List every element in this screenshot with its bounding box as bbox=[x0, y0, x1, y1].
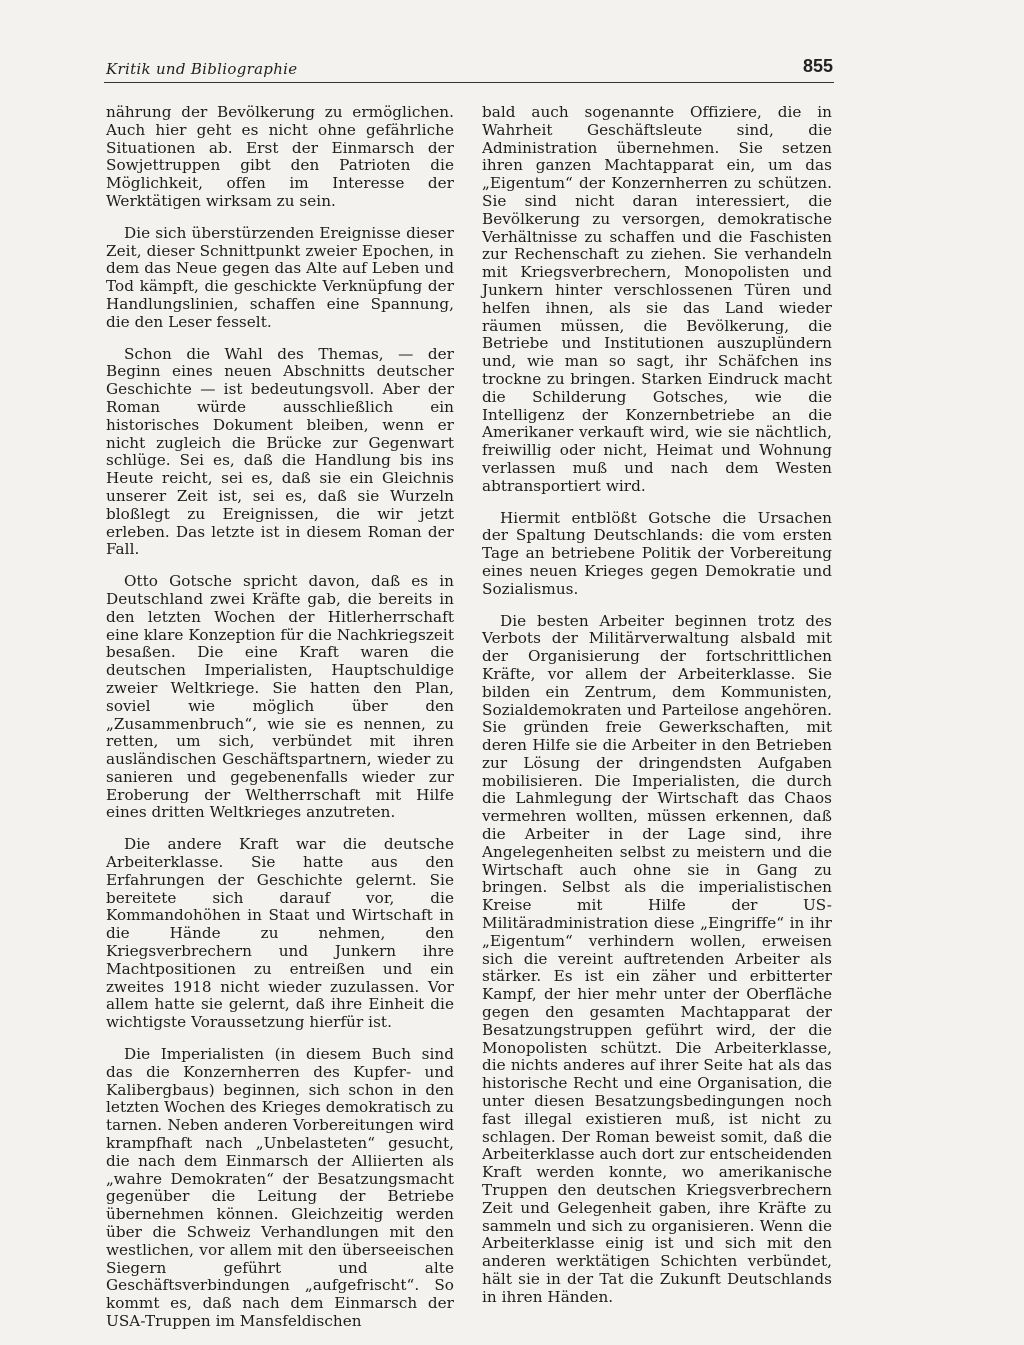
right-paragraph-2: Hiermit entblößt Gotsche die Ursachen der Spaltung Deutschlands: die vom ersten Tage an betriebene Politik der Vorbereitung eines neuen Krieges gegen Demokratie und Sozialismus. bbox=[482, 508, 832, 598]
right-paragraph-1: bald auch sogenannte Offiziere, die in Wahrheit Geschäftsleute sind, die Administration übernehmen. Sie setzen ihren ganzen Machtapparat ein, um das „Eigentum“ der Konzernherren zu schützen. Sie sind nicht daran interessiert, die Bevölkerung zu versorgen, demokratische Verhältnisse zu schaffen und die Faschisten zur Rechenschaft zu ziehen. Sie verhandeln mit Kriegsverbrechern, Monopolisten und Junkern hinter verschlossenen Türen und helfen ihnen, als sie das Land wieder räumen müssen, die Bevölkerung, die Betriebe und Institutionen auszuplündern und, wie man so sagt, ihr Schäfchen ins trockne zu bringen. Starken Eindruck macht die Schilderung Gotsches, wie die Intelligenz der Konzernbetriebe an die Amerikaner verkauft wird, wie sie nächtlich, freiwillig oder nicht, Heimat und Wohnung verlassen muß und nach dem Westen abtransportiert wird. bbox=[482, 103, 832, 495]
left-column bbox=[106, 104, 454, 1345]
running-head bbox=[106, 58, 833, 80]
left-paragraph-6: Die Imperialisten (in diesem Buch sind das die Konzernherren des Kupfer- und Kalibergbaus) beginnen, sich schon in den letzten Wochen des Krieges demokratisch zu tarnen. Neben anderen Vorbereitungen wird krampfhaft nach „Unbelasteten“ gesucht, die nach dem Einmarsch der Alliierten als „wahre Demokraten“ der Besatzungsmacht gegenüber die Leitung der Betriebe übernehmen können. Gleichzeitig werden über die Schweiz Verhandlungen mit den westlichen, vor allem mit den überseeischen Siegern geführt und alte Geschäftsverbindungen „aufgefrischt“. So kommt es, daß nach dem Einmarsch der USA-Truppen im Mansfeldischen bbox=[106, 1045, 454, 1330]
header-rule bbox=[104, 82, 834, 83]
left-paragraph-3: Schon die Wahl des Themas, — der Beginn eines neuen Abschnitts deutscher Geschichte — ist bedeutungsvoll. Aber der Roman würde ausschließlich ein historisches Dokument bleiben, wenn er nicht zugleich die Brücke zur Gegenwart schlüge. Sei es, daß die Handlung bis ins Heute reicht, sei es, daß sie ein Gleichnis unserer Zeit ist, sei es, daß sie Wurzeln bloßlegt zu Ereignissen, die wir jetzt erleben. Das letzte ist in diesem Roman der Fall. bbox=[106, 344, 454, 559]
left-paragraph-4: Otto Gotsche spricht davon, daß es in Deutschland zwei Kräfte gab, die bereits in den letzten Wochen der Hitlerherrschaft eine klare Konzeption für die Nachkriegszeit besaßen. Die eine Kraft waren die deutschen Imperialisten, Hauptschuldige zweier Weltkriege. Sie hatten den Plan, soviel wie möglich über den „Zusammenbruch“, wie sie es nennen, zu retten, um sich, verbündet mit ihren ausländischen Geschäftspartnern, wieder zu sanieren und gegebenenfalls wieder zur Eroberung der Weltherrschaft mit Hilfe eines dritten Weltkrieges anzutreten. bbox=[106, 572, 454, 822]
left-paragraph-1: nährung der Bevölkerung zu ermöglichen. Auch hier geht es nicht ohne gefährliche Situationen ab. Erst der Einmarsch der Sowjettruppen gibt den Patrioten die Möglichkeit, offen im Interesse der Werktätigen wirksam zu sein. bbox=[106, 103, 454, 210]
right-column bbox=[482, 104, 832, 1321]
page-number: 855 bbox=[802, 56, 833, 76]
left-paragraph-5: Die andere Kraft war die deutsche Arbeiterklasse. Sie hatte aus den Erfahrungen der Geschichte gelernt. Sie bereitete sich darauf vor, die Kommandohöhen in Staat und Wirtschaft in die Hände zu nehmen, den Kriegsverbrechern und Junkern ihre Machtpositionen zu entreißen und ein zweites 1918 nicht wieder zuzulassen. Vor allem hatte sie gelernt, daß ihre Einheit die wichtigste Voraussetzung hierfür ist. bbox=[106, 835, 454, 1032]
running-title: Kritik und Bibliographie bbox=[106, 60, 298, 78]
right-paragraph-3: Die besten Arbeiter beginnen trotz des Verbots der Militärverwaltung alsbald mit der Organisierung der fortschrittlichen Kräfte, vor allem der Arbeiterklasse. Sie bilden ein Zentrum, dem Kommunisten, Sozialdemokraten und Parteilose angehören. Sie gründen freie Gewerkschaften, mit deren Hilfe sie die Arbeiter in den Betrieben zur Lösung der dringendsten Aufgaben mobilisieren. Die Imperialisten, die durch die Lahmlegung der Wirtschaft das Chaos vermehren wollten, müssen erkennen, daß die Arbeiter in der Lage sind, ihre Angelegenheiten selbst zu meistern und die Wirtschaft auch ohne sie in Gang zu bringen. Selbst als die imperialistischen Kreise mit Hilfe der US-Militäradministration diese „Eingriffe“ in ihr „Eigentum“ verhindern wollen, erweisen sich die vereint auftretenden Arbeiter als stärker. Es ist ein zäher und erbitterter Kampf, der hier mehr unter der Oberfläche gegen den gesamten Machtapparat der Besatzungstruppen geführt wird, der die Monopolisten schützt. Die Arbeiterklasse, die nichts anderes auf ihrer Seite hat als das historische Recht und eine Organisation, die unter diesen Besatzungsbedingungen noch fast illegal existieren muß, ist nicht zu schlagen. Der Roman beweist somit, daß die Arbeiterklasse auch dort zur entscheidenden Kraft werden konnte, wo amerikanische Truppen den deutschen Kriegsverbrechern Zeit und Gelegenheit gaben, ihre Kräfte zu sammeln und sich zu organisieren. Wenn die Arbeiterklasse einig ist und sich mit den anderen werktätigen Schichten verbündet, hält sie in der Tat die Zukunft Deutschlands in ihren Händen. bbox=[482, 611, 832, 1306]
left-paragraph-2: Die sich überstürzenden Ereignisse dieser Zeit, dieser Schnittpunkt zweier Epochen, in dem das Neue gegen das Alte auf Leben und Tod kämpft, die geschickte Verknüpfung der Handlungslinien, schaffen eine Spannung, die den Leser fesselt. bbox=[106, 223, 454, 331]
